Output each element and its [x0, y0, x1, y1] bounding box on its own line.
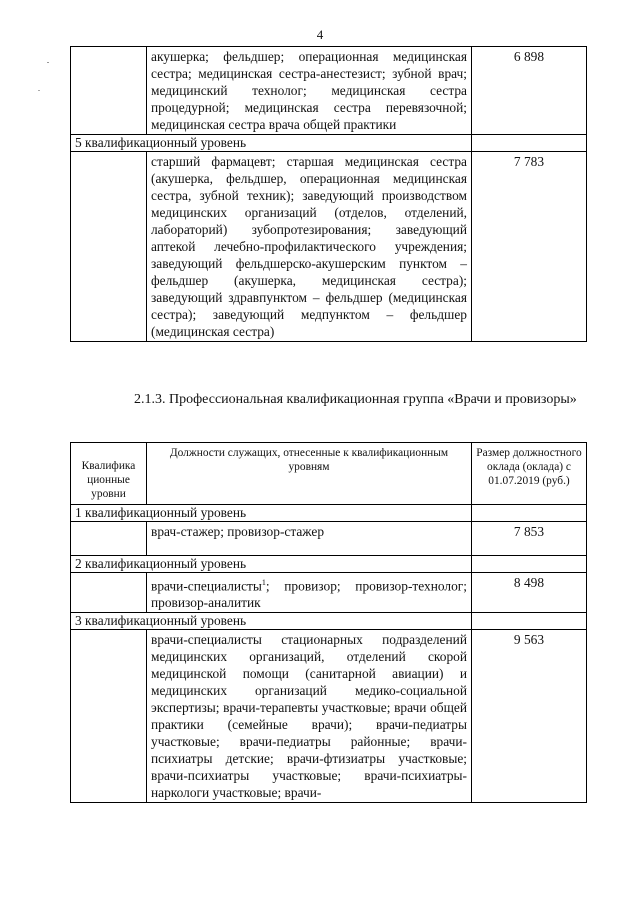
positions-cell: врач-стажер; провизор-стажер	[147, 522, 472, 556]
level-cell	[71, 573, 147, 613]
positions-text-rest: ; провизор; провизор-технолог; провизор-аналитик	[151, 578, 467, 611]
empty-cell	[472, 135, 587, 152]
scan-speck	[38, 90, 40, 91]
level-cell	[71, 152, 147, 342]
table-header	[71, 443, 587, 505]
section-heading: 2.1.3. Профессиональная квалификационная группа «Врачи и провизоры»	[134, 392, 577, 407]
salary-cell: 7 783	[472, 152, 587, 342]
level-label: 3 квалификационный уровень	[71, 613, 472, 630]
table-row	[71, 152, 587, 342]
empty-cell	[472, 556, 587, 573]
table-row	[71, 522, 587, 556]
salary-cell: 6 898	[472, 47, 587, 135]
scan-speck	[47, 62, 49, 63]
level-cell	[71, 522, 147, 556]
salary-table-doctors	[70, 442, 587, 803]
footnote-mark: 1	[261, 578, 266, 587]
positions-cell: старший фармацевт; старшая медицинская сестра (акушерка, фельдшер, операционная медицинская сестра, зубной техник); заведующий производством медицинских организаций (отделов, отделений, лабораторий) зубопротезирования; заведующий аптекой лечебно-профилактического учреждения; заведующий фельдшерско-акушерским пунктом – фельдшер (акушерка, медицинская сестра); заведующий здравпунктом – фельдшер (медицинская сестра); заведующий медпунктом – фельдшер (медицинская сестра)	[147, 152, 472, 342]
positions-cell: акушерка; фельдшер; операционная медицинская сестра; медицинская сестра-анестезист; зубной врач; медицинский технолог; медицинская сестра процедурной; медицинская сестра перевязочной; медицинская сестра врача общей практики	[147, 47, 472, 135]
level-label: 5 квалификационный уровень	[71, 135, 472, 152]
salary-cell: 9 563	[472, 630, 587, 803]
positions-text: врачи-специалисты	[151, 578, 262, 594]
level-cell	[71, 630, 147, 803]
level-label: 2 квалификационный уровень	[71, 556, 472, 573]
page-number: 4	[316, 27, 324, 42]
empty-cell	[472, 613, 587, 630]
level-row	[71, 505, 587, 522]
header-salary: Размер должностного оклада (оклада) с 01.07.2019 (руб.)	[472, 443, 587, 505]
level-cell	[71, 47, 147, 135]
level-row	[71, 135, 587, 152]
table-row	[71, 573, 587, 613]
level-row	[71, 613, 587, 630]
salary-cell: 7 853	[472, 522, 587, 556]
header-positions: Должности служащих, отнесенные к квалификационным уровням	[147, 443, 472, 505]
empty-cell	[472, 505, 587, 522]
header-levels: Квалифика ционные уровни	[71, 443, 147, 505]
table-row	[71, 47, 587, 135]
table-row	[71, 630, 587, 803]
salary-table-continued	[70, 46, 587, 342]
positions-cell: врачи-специалисты стационарных подразделений медицинских организаций, отделений скорой медицинской помощи (санитарной авиации) и медицинских организаций медико-социальной экспертизы; врачи-терапевты участковые; врачи общей практики (семейные врачи); врачи-педиатры участковые; врачи-педиатры районные; врачи-психиатры детские; врачи-фтизиатры участковые; врачи-психиатры участковые; врачи-психиатры-наркологи участковые; врачи-	[147, 630, 472, 803]
salary-cell: 8 498	[472, 573, 587, 613]
positions-cell	[147, 573, 472, 613]
level-label: 1 квалификационный уровень	[71, 505, 472, 522]
level-row	[71, 556, 587, 573]
